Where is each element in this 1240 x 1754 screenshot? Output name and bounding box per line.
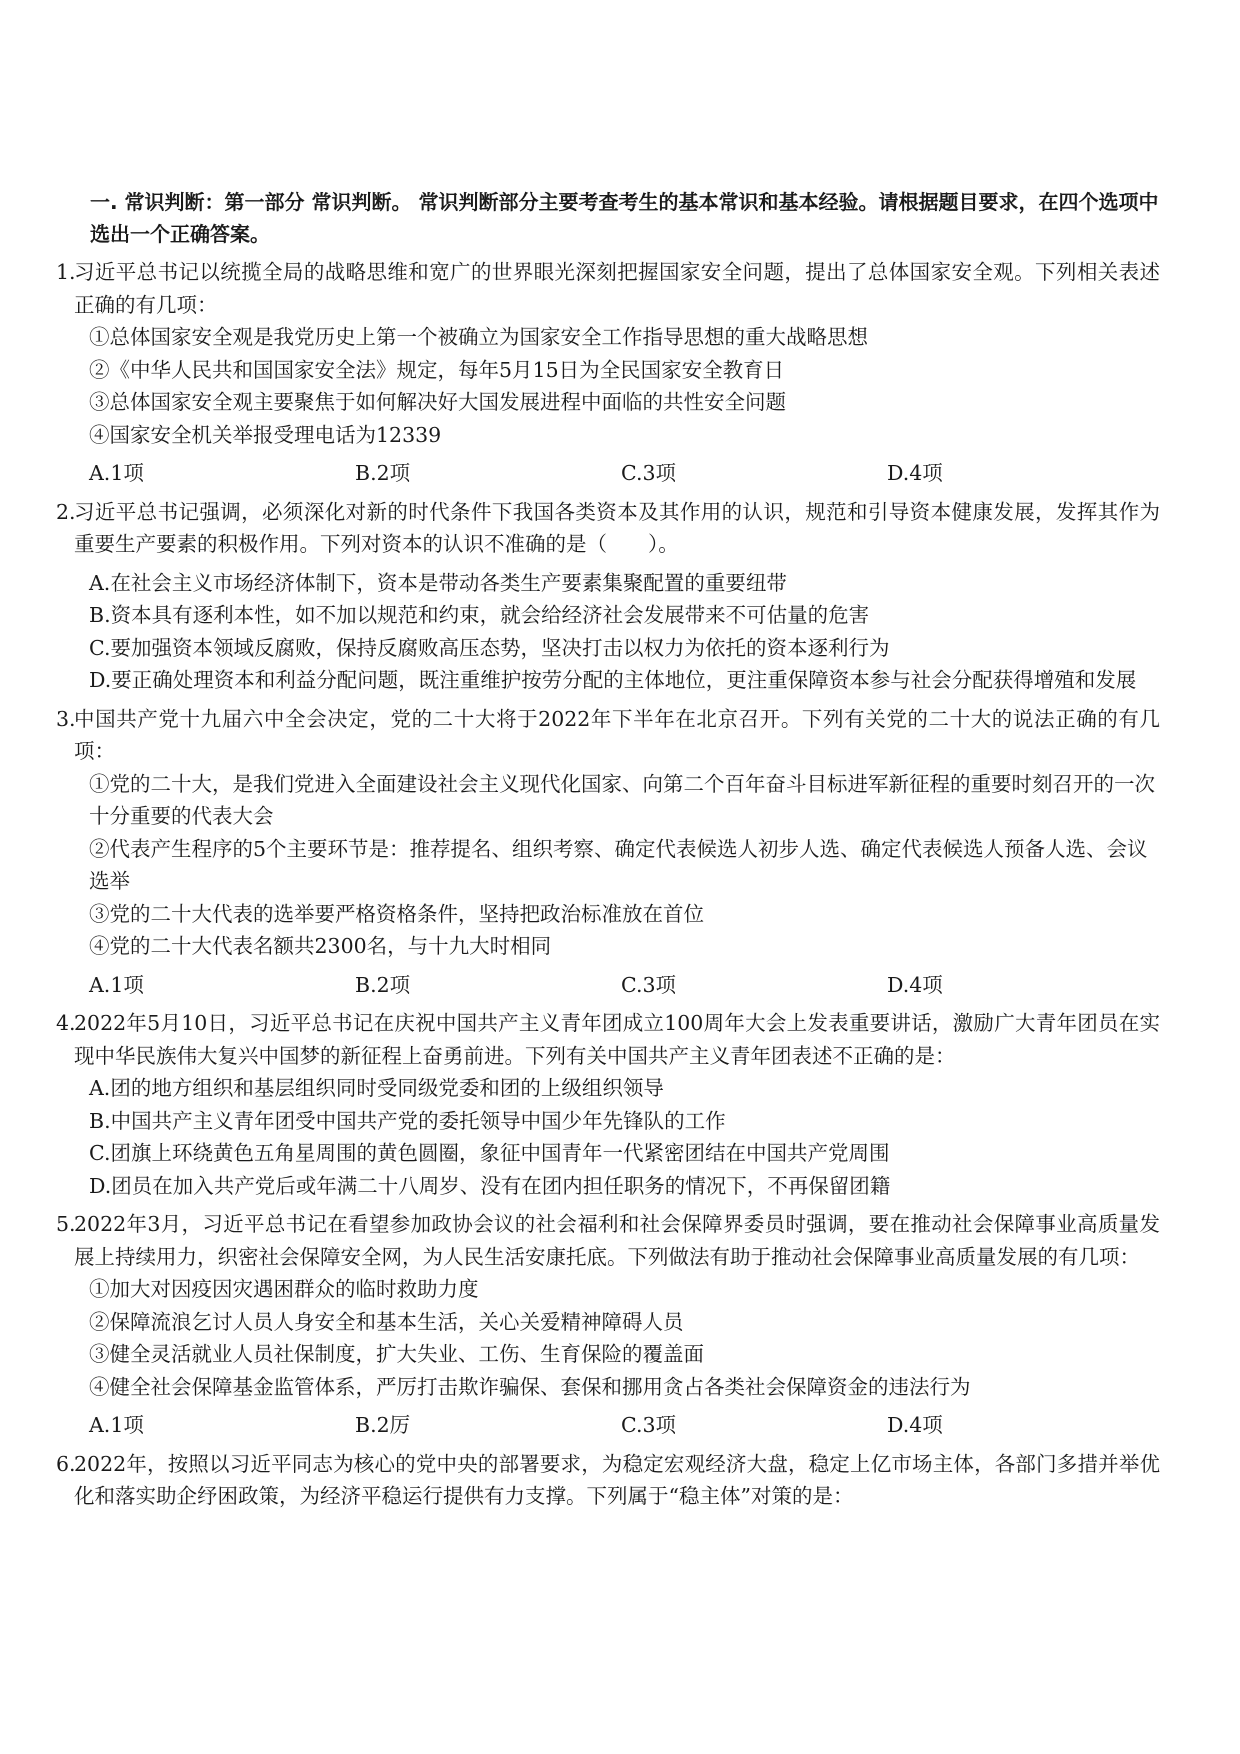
question-text: 2022年5月10日，习近平总书记在庆祝中国共产主义青年团成立100周年大会上发表重要讲话，激励广大青年团员在实现中华民族伟大复兴中国梦的新征程上奋勇前进。下列有关中国共产主义青年团表述不正确的是： bbox=[74, 1011, 1160, 1068]
question-number: 6. bbox=[56, 1451, 76, 1476]
statement: ④健全社会保障基金监管体系，严厉打击欺诈骗保、套保和挪用贪占各类社会保障资金的违法行为 bbox=[89, 1374, 971, 1399]
option-a: A.1项 bbox=[89, 1413, 144, 1437]
option-b: B.2项 bbox=[355, 972, 411, 997]
question-4 bbox=[56, 1007, 1160, 1202]
option-c: C.团旗上环绕黄色五角星周围的黄色圆圈，象征中国青年一代紧密团结在中国共产党周围 bbox=[89, 1141, 890, 1165]
option-b: B.资本具有逐利本性，如不加以规范和约束，就会给经济社会发展带来不可估量的危害 bbox=[89, 603, 870, 627]
statement: ③总体国家安全观主要聚焦于如何解决好大国发展进程中面临的共性安全问题 bbox=[89, 390, 786, 414]
option-a: A.1项 bbox=[89, 972, 144, 997]
question-stem bbox=[56, 703, 1160, 768]
question-number: 5. bbox=[56, 1212, 76, 1236]
options-row bbox=[56, 969, 1160, 1002]
option-d: D.4项 bbox=[887, 1413, 943, 1437]
question-stem bbox=[56, 496, 1160, 561]
question-number: 2. bbox=[56, 499, 76, 524]
question-text: 2022年3月，习近平总书记在看望参加政协会议的社会福利和社会保障界委员时强调，要在推动社会保障事业高质量发展上持续用力，织密社会保障安全网，为人民生活安康托底。下列做法有助于推动社会保障事业高质量发展的有几项： bbox=[74, 1212, 1160, 1269]
question-3 bbox=[56, 703, 1160, 1002]
options-row bbox=[56, 1409, 1160, 1442]
options-row bbox=[56, 457, 1160, 490]
question-text: 习近平总书记强调，必须深化对新的时代条件下我国各类资本及其作用的认识，规范和引导资本健康发展，发挥其作为重要生产要素的积极作用。下列对资本的认识不准确的是（ ）。 bbox=[74, 499, 1160, 556]
question-2 bbox=[56, 496, 1160, 697]
statement: ③党的二十大代表的选举要严格资格条件，坚持把政治标准放在首位 bbox=[89, 901, 704, 926]
question-stem bbox=[56, 1007, 1160, 1072]
question-text: 中国共产党十九届六中全会决定，党的二十大将于2022年下半年在北京召开。下列有关党的二十大的说法正确的有几项： bbox=[74, 706, 1160, 763]
option-c: C.3项 bbox=[621, 1413, 677, 1437]
question-stem bbox=[56, 256, 1160, 321]
statement: ①总体国家安全观是我党历史上第一个被确立为国家安全工作指导思想的重大战略思想 bbox=[89, 325, 868, 349]
statement: ④党的二十大代表名额共2300名，与十九大时相同 bbox=[89, 934, 552, 958]
option-a: A.在社会主义市场经济体制下，资本是带动各类生产要素集聚配置的重要纽带 bbox=[89, 570, 787, 595]
option-c: C.要加强资本领域反腐败，保持反腐败高压态势，坚决打击以权力为依托的资本逐利行为 bbox=[89, 635, 890, 660]
option-b: B.2项 bbox=[355, 461, 411, 485]
option-a: A.团的地方组织和基层组织同时受同级党委和团的上级组织领导 bbox=[89, 1076, 664, 1100]
question-text: 习近平总书记以统揽全局的战略思维和宽广的世界眼光深刻把握国家安全问题，提出了总体国家安全观。下列相关表述正确的有几项： bbox=[74, 260, 1160, 317]
statement: ④国家安全机关举报受理电话为12339 bbox=[89, 422, 442, 447]
exam-page bbox=[56, 186, 1160, 1519]
question-5 bbox=[56, 1208, 1160, 1442]
option-d: D.4项 bbox=[887, 461, 943, 485]
question-text: 2022年，按照以习近平同志为核心的党中央的部署要求，为稳定宏观经济大盘，稳定上亿市场主体，各部门多措并举优化和落实助企纾困政策，为经济平稳运行提供有力支撑。下列属于“稳主体”对策的是： bbox=[74, 1451, 1160, 1508]
question-number: 4. bbox=[56, 1011, 76, 1035]
statement: ③健全灵活就业人员社保制度，扩大失业、工伤、生育保险的覆盖面 bbox=[89, 1342, 704, 1366]
statement: ①党的二十大，是我们党进入全面建设社会主义现代化国家、向第二个百年奋斗目标进军新征程的重要时刻召开的一次十分重要的代表大会 bbox=[89, 771, 1155, 828]
option-d: D.4项 bbox=[887, 972, 943, 997]
option-c: C.3项 bbox=[621, 461, 677, 485]
question-stem bbox=[56, 1448, 1160, 1513]
option-d: D.要正确处理资本和利益分配问题，既注重维护按劳分配的主体地位，更注重保障资本参与社会分配获得增殖和发展 bbox=[89, 668, 1137, 692]
question-number: 3. bbox=[56, 706, 76, 731]
option-b: B.中国共产主义青年团受中国共产党的委托领导中国少年先锋队的工作 bbox=[89, 1108, 726, 1133]
option-c: C.3项 bbox=[621, 972, 677, 997]
statement: ①加大对因疫因灾遇困群众的临时救助力度 bbox=[89, 1277, 479, 1301]
question-stem bbox=[56, 1208, 1160, 1273]
option-a: A.1项 bbox=[89, 461, 144, 485]
statement: ②保障流浪乞讨人员人身安全和基本生活，关心关爱精神障碍人员 bbox=[89, 1309, 684, 1334]
option-d: D.团员在加入共产党后或年满二十八周岁、没有在团内担任职务的情况下，不再保留团籍 bbox=[89, 1173, 891, 1198]
statement: ②《中华人民共和国国家安全法》规定，每年5月15日为全民国家安全教育日 bbox=[89, 357, 785, 382]
question-6 bbox=[56, 1448, 1160, 1513]
question-1 bbox=[56, 256, 1160, 490]
question-number: 1. bbox=[56, 260, 76, 284]
option-b: B.2厉 bbox=[355, 1413, 411, 1437]
statement: ②代表产生程序的5个主要环节是：推荐提名、组织考察、确定代表候选人初步人选、确定代表候选人预备人选、会议选举 bbox=[89, 836, 1148, 893]
section-heading: 一. 常识判断：第一部分 常识判断。 常识判断部分主要考查考生的基本常识和基本经验。请根据题目要求，在四个选项中选出一个正确答案。 bbox=[90, 190, 1159, 246]
